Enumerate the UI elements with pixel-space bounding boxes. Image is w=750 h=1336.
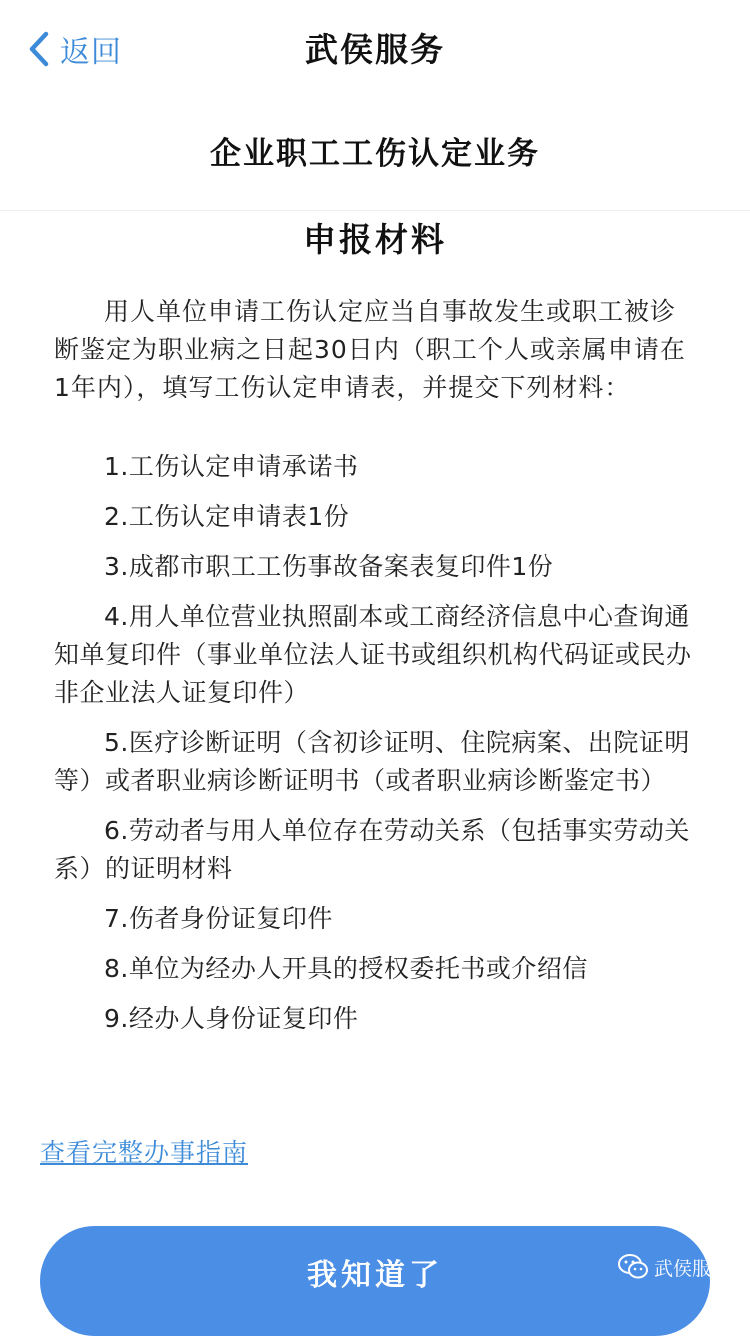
material-item: 4.用人单位营业执照副本或工商经济信息中心查询通知单复印件（事业单位法人证书或组织机构代码证或民办非企业法人证复印件）: [54, 602, 692, 707]
material-item: 8.单位为经办人开具的授权委托书或介绍信: [104, 954, 588, 983]
materials-list: [54, 448, 694, 1050]
confirm-button[interactable]: 我知道了: [40, 1226, 710, 1336]
section-heading: 申报材料: [303, 220, 447, 259]
service-title: 企业职工工伤认定业务: [210, 136, 540, 172]
material-item: 1.工伤认定申请承诺书: [104, 452, 359, 481]
material-item: 5.医疗诊断证明（含初诊证明、住院病案、出院证明等）或者职业病诊断证明书（或者职业病诊断鉴定书）: [54, 728, 690, 795]
intro-paragraph: 用人单位申请工伤认定应当自事故发生或职工被诊断鉴定为职业病之日起30日内（职工个人或亲属申请在1年内），填写工伤认定申请表，并提交下列材料：: [54, 297, 686, 402]
page-title: 武侯服务: [305, 30, 445, 69]
divider: [0, 210, 750, 211]
material-item: 9.经办人身份证复印件: [104, 1004, 359, 1033]
back-label: 返回: [60, 35, 122, 70]
material-item: 6.劳动者与用人单位存在劳动关系（包括事实劳动关系）的证明材料: [54, 816, 690, 883]
watermark-text: 武侯服务: [654, 1257, 731, 1280]
full-guide-link[interactable]: 查看完整办事指南: [40, 1138, 249, 1167]
material-item: 7.伤者身份证复印件: [104, 904, 333, 933]
material-item: 3.成都市职工工伤事故备案表复印件1份: [104, 552, 554, 581]
watermark: [618, 1250, 730, 1284]
wechat-icon: [618, 1254, 648, 1280]
material-item: 2.工伤认定申请表1份: [104, 502, 350, 531]
navigation-bar: [0, 0, 750, 96]
